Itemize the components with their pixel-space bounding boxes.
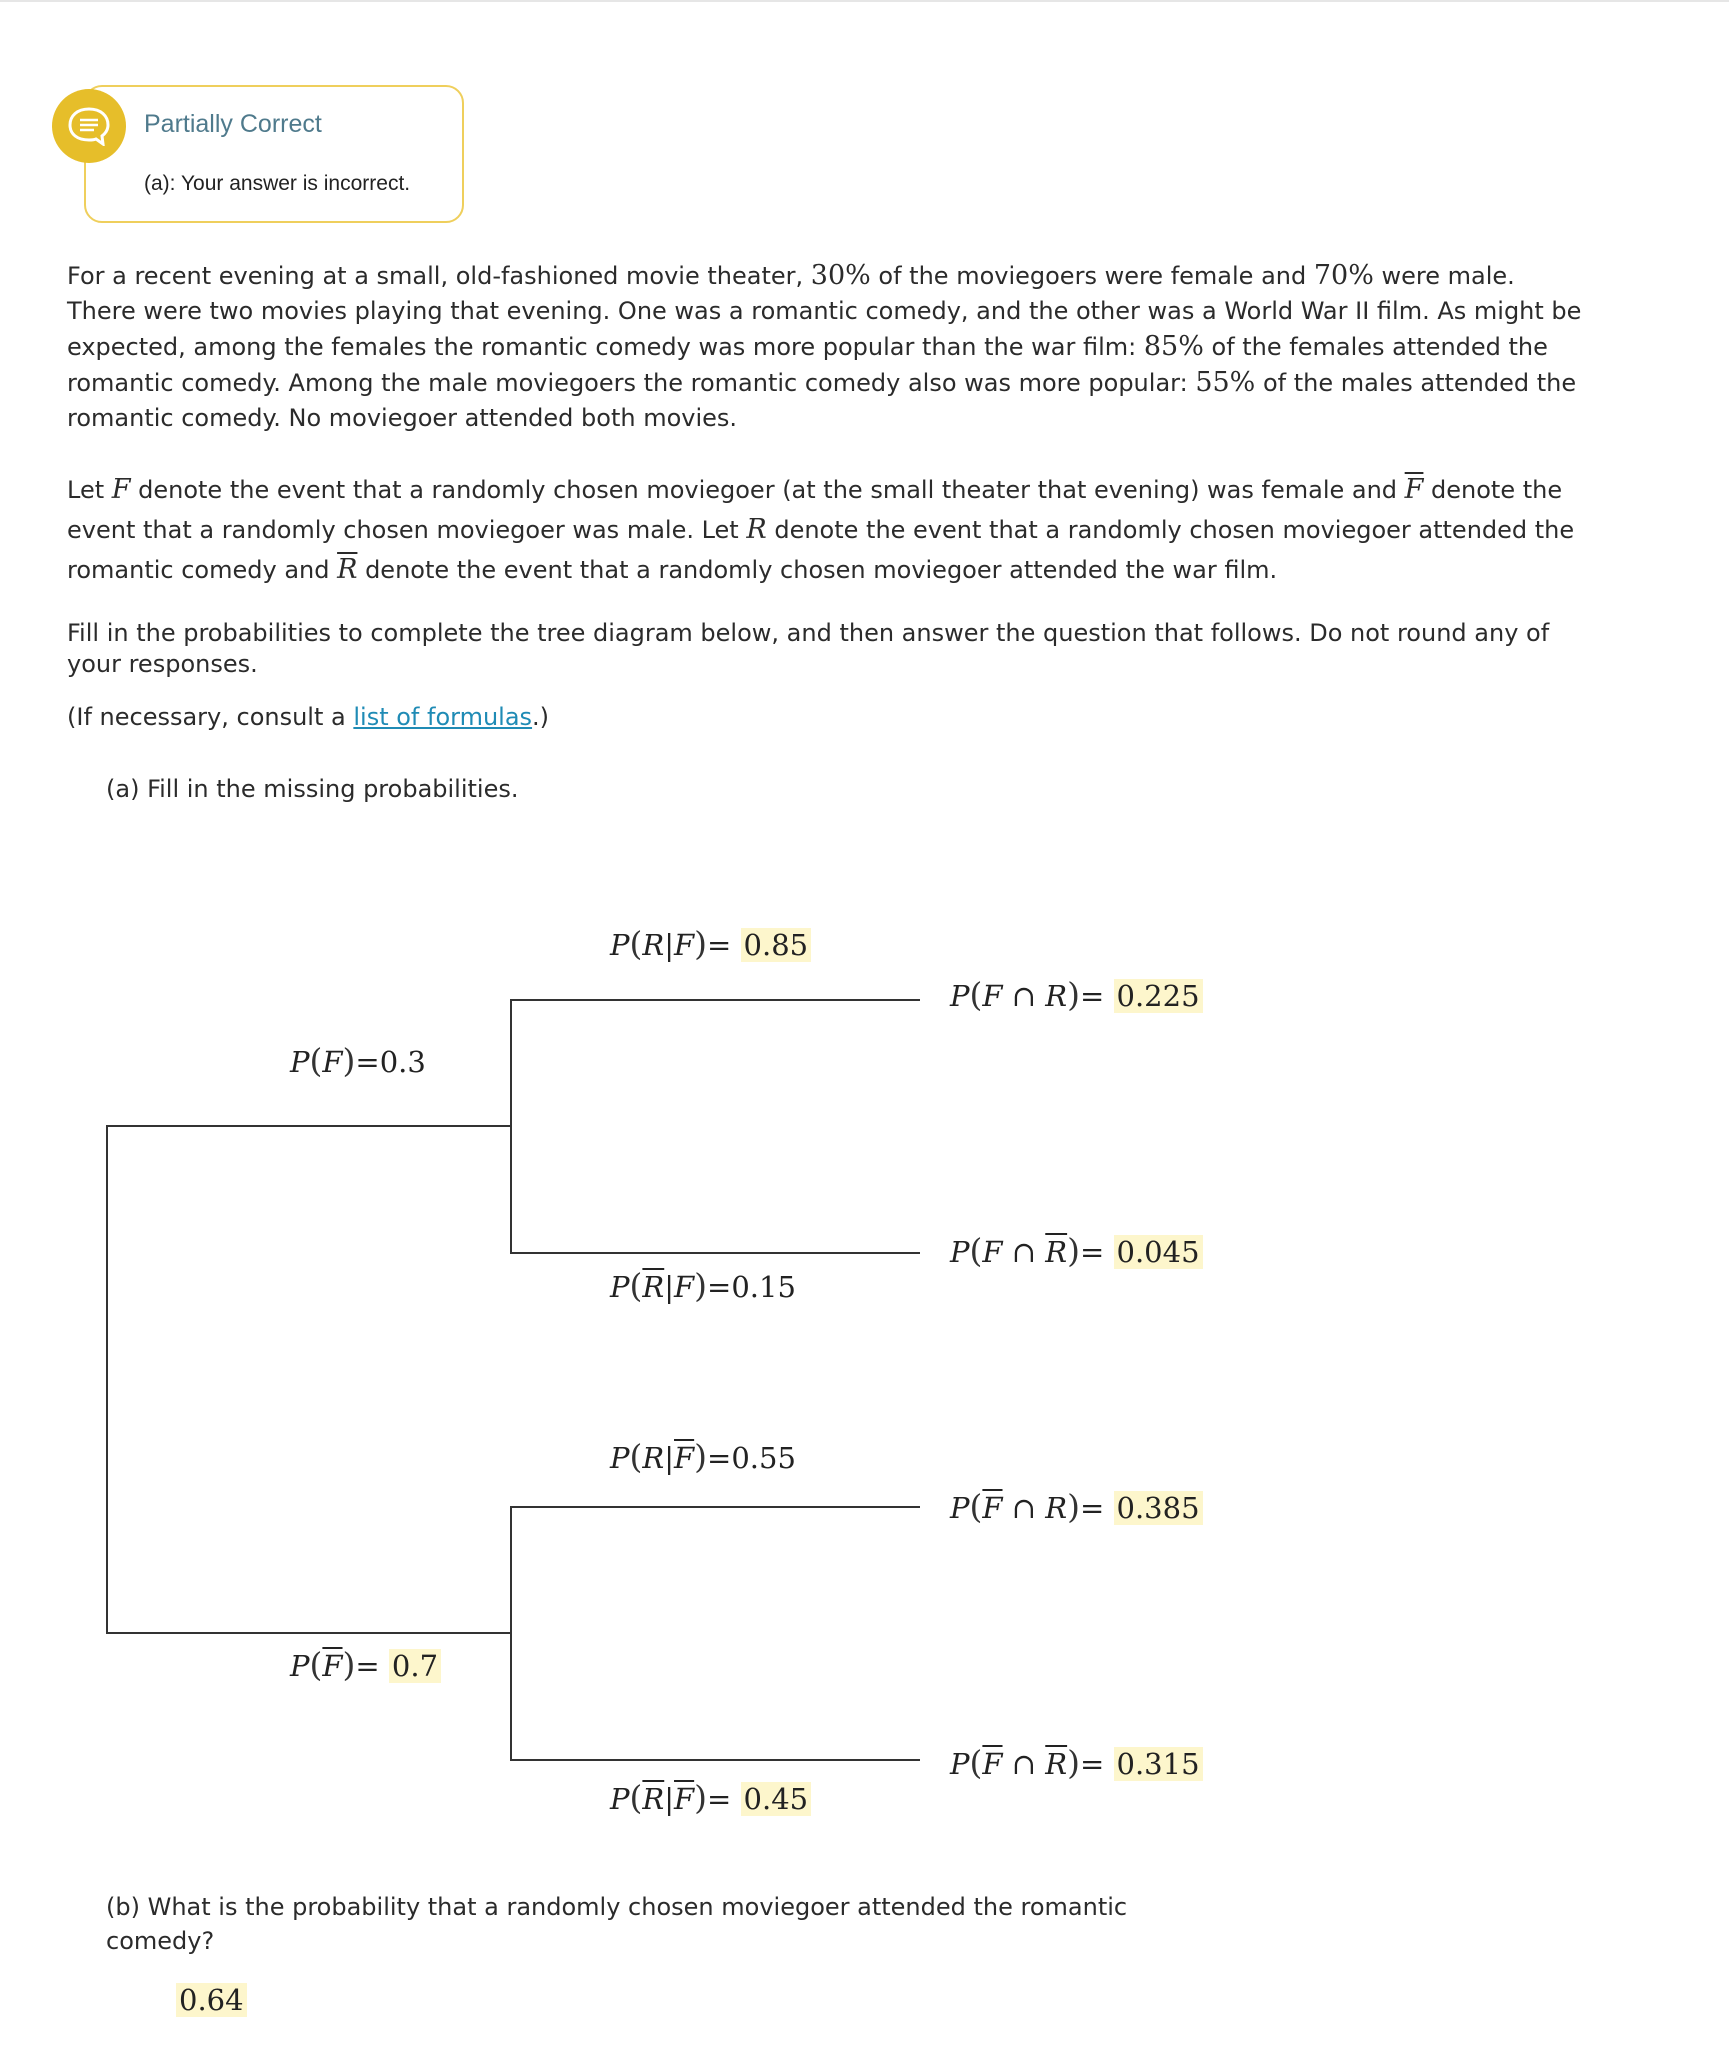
instructions: Fill in the probabilities to complete the tree diagram below, and then answer the question that follows. Do not round any of your responses. [67, 619, 1550, 678]
answer-p-f-and-rbar[interactable]: 0.045 [1114, 1235, 1203, 1269]
branch-f-rbar [510, 1252, 920, 1254]
label-p-rbar-given-fbar: $P(\overline{R}|\overline{F})= 0.45$ [610, 1778, 811, 1817]
top-divider [0, 0, 1729, 2]
part-b-answer-field [176, 1983, 247, 2017]
event-definitions: Let F denote the event that a randomly chosen moviegoer (at the small theater that evening) was female and $\overline{F}$ denote the event that a randomly chosen moviegoer was male. Let R denote the event that a randomly chosen moviegoer attended the romantic comedy and $\overline{R}$ denote the event that a randomly chosen moviegoer attended the war film. [67, 474, 1575, 585]
answer-p-fbar-and-rbar[interactable]: 0.315 [1114, 1747, 1203, 1781]
label-p-fbar-and-rbar: $P(\overline{F}$ ∩ $\overline{R})= 0.315$ [950, 1743, 1203, 1782]
answer-p-r-given-f[interactable]: 0.85 [741, 928, 812, 962]
f-node-vertical [510, 999, 512, 1253]
answer-p-fbar-and-r[interactable]: 0.385 [1114, 1491, 1203, 1525]
label-p-f-and-rbar: P(F ∩ $\overline{R})= 0.045$ [950, 1231, 1203, 1270]
part-a-label: (a) Fill in the missing probabilities. [106, 775, 519, 803]
label-p-r-given-f: P(R|F)= 0.85 [610, 924, 811, 963]
label-p-fbar-and-r: $P(\overline{F}$ ∩ R)= 0.385 [950, 1487, 1203, 1526]
problem-intro: For a recent evening at a small, old-fashioned movie theater, 30% of the moviegoers were female and 70% were male. There were two movies playing that evening. One was a romantic comedy, and the other was a World War II film. As might be expected, among the females the romantic comedy was more popular than the war film: 85% of the females attended the romantic comedy. Among the male moviegoers the romantic comedy also was more popular: 55% of the males attended the romantic comedy. No moviegoer attended both movies. [67, 260, 1582, 432]
label-p-fbar: $P(\overline{F})= 0.7$ [290, 1645, 441, 1684]
label-p-r-given-fbar: $P(R|\overline{F})=0.55$ [610, 1437, 796, 1476]
fbar-node-vertical [510, 1506, 512, 1760]
speech-bubble-icon [52, 89, 126, 163]
pct-female: 30% [810, 260, 871, 291]
part-b-question: (b) What is the probability that a randomly chosen moviegoer attended the romantic comedy? [106, 1893, 1128, 1955]
pct-female-romcom: 85% [1143, 331, 1204, 362]
formula-note: (If necessary, consult a list of formulas.) [67, 703, 550, 731]
branch-fbar-r [510, 1506, 920, 1508]
answer-p-fbar[interactable]: 0.7 [389, 1649, 441, 1683]
answer-p-rbar-given-fbar[interactable]: 0.45 [741, 1782, 812, 1816]
feedback-panel [84, 85, 464, 223]
answer-p-f-and-r[interactable]: 0.225 [1114, 979, 1203, 1013]
feedback-detail: (a): Your answer is incorrect. [144, 172, 411, 195]
pct-male: 70% [1313, 260, 1374, 291]
branch-fbar [106, 1632, 512, 1634]
label-p-f: P(F)=0.3 [290, 1041, 426, 1080]
pct-male-romcom: 55% [1195, 367, 1256, 398]
branch-f [106, 1125, 512, 1127]
feedback-status: Partially Correct [144, 110, 322, 138]
list-of-formulas-link[interactable]: list of formulas [353, 703, 533, 731]
label-p-rbar-given-f: $P(\overline{R}|F)=0.15$ [610, 1266, 796, 1305]
tree-root-vertical [106, 1125, 108, 1633]
branch-f-r [510, 999, 920, 1001]
label-p-f-and-r: P(F ∩ R)= 0.225 [950, 975, 1203, 1014]
answer-part-b[interactable]: 0.64 [176, 1983, 247, 2017]
branch-fbar-rbar [510, 1759, 920, 1761]
